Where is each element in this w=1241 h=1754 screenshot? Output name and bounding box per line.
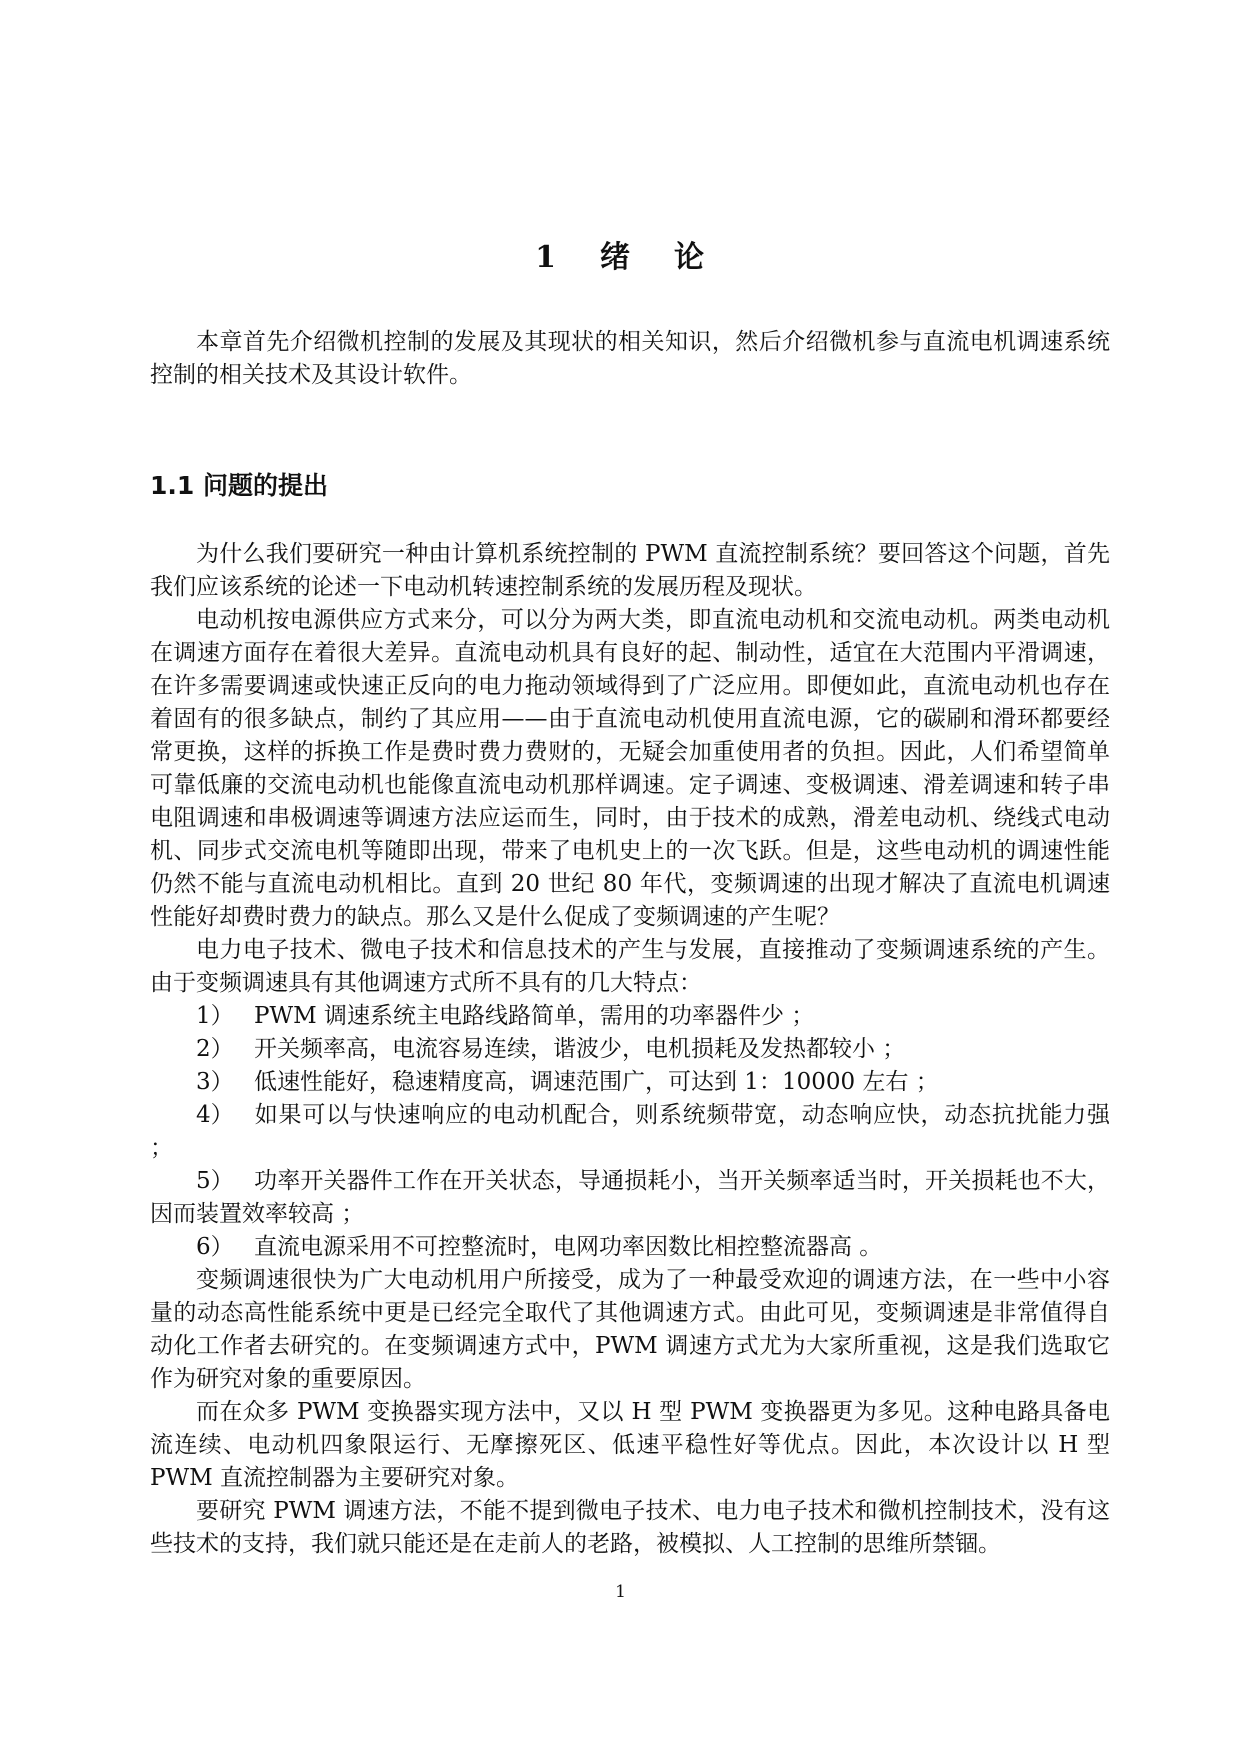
list-marker: 4） <box>196 1102 234 1128</box>
list-text: 低速性能好，稳速精度高，调速范围广，可达到 1：10000 左右 ； <box>254 1069 939 1095</box>
chapter-title <box>0 232 1241 276</box>
body-paragraph-1: 为什么我们要研究一种由计算机系统控制的 PWM 直流控制系统？要回答这个问题，首先我们应该系统的论述一下电动机转速控制系统的发展历程及现状。 <box>150 541 1110 600</box>
list-item-2 <box>150 1033 1110 1066</box>
section-heading: 1.1 问题的提出 <box>150 471 328 500</box>
list-text: 开关频率高，电流容易连续，谐波少，电机损耗及发热都较小 ； <box>254 1036 906 1062</box>
page-number: 1 <box>615 1582 626 1602</box>
list-item-3 <box>150 1066 1110 1099</box>
list-text: PWM 调速系统主电路线路简单，需用的功率器件少 ； <box>254 1003 815 1029</box>
body-paragraph-6: 要研究 PWM 调速方法，不能不提到微电子技术、电力电子技术和微机控制技术，没有这些技术的支持，我们就只能还是在走前人的老路，被模拟、人工控制的思维所禁锢。 <box>150 1498 1110 1557</box>
chapter-number: 1 <box>535 240 558 275</box>
body-paragraph-2: 电动机按电源供应方式来分，可以分为两大类，即直流电动机和交流电动机。两类电动机在调速方面存在着很大差异。直流电动机具有良好的起、制动性，适宜在大范围内平滑调速，在许多需要调速或快速正反向的电力拖动领域得到了广泛应用。即便如此，直流电动机也存在着固有的很多缺点，制约了其应用——由于直流电动机使用直流电源，它的碳刷和滑环都要经常更换，这样的拆换工作是费时费力费财的，无疑会加重使用者的负担。因此，人们希望简单可靠低廉的交流电动机也能像直流电动机那样调速。定子调速、变极调速、滑差调速和转子串电阻调速和串极调速等调速方法应运而生，同时，由于技术的成熟，滑差电动机、绕线式电动机、同步式交流电机等随即出现，带来了电机史上的一次飞跃。但是，这些电动机的调速性能仍然不能与直流电动机相比。直到 20 世纪 80 年代，变频调速的出现才解决了直流电机调速性能好却费时费力的缺点。那么又是什么促成了变频调速的产生呢？ <box>150 607 1110 930</box>
chapter-title-char-1: 绪 <box>599 240 632 275</box>
list-item-1 <box>150 1000 1110 1033</box>
section-body <box>150 538 1110 1561</box>
list-item-5 <box>150 1165 1110 1231</box>
list-marker: 6） <box>196 1234 234 1260</box>
list-marker: 3） <box>196 1069 234 1095</box>
intro-paragraph: 本章首先介绍微机控制的发展及其现状的相关知识，然后介绍微机参与直流电机调速系统控制的相关技术及其设计软件。 <box>150 329 1110 388</box>
body-paragraph-5: 而在众多 PWM 变换器实现方法中，又以 H 型 PWM 变换器更为多见。这种电路具备电流连续、电动机四象限运行、无摩擦死区、低速平稳性好等优点。因此，本次设计以 H 型 PWM 直流控制器为主要研究对象。 <box>150 1399 1110 1491</box>
list-marker: 1） <box>196 1003 234 1029</box>
list-text: 如果可以与快速响应的电动机配合，则系统频带宽，动态响应快，动态抗扰能力强 ； <box>150 1102 1110 1161</box>
chapter-intro <box>150 326 1110 392</box>
chapter-title-char-2: 论 <box>673 240 706 275</box>
list-text: 直流电源采用不可控整流时，电网功率因数比相控整流器高 。 <box>254 1234 883 1260</box>
list-marker: 5） <box>196 1168 234 1194</box>
list-text: 功率开关器件工作在开关状态，导通损耗小，当开关频率适当时，开关损耗也不大，因而装置效率较高 ； <box>150 1168 1110 1227</box>
list-item-6 <box>150 1231 1110 1264</box>
body-paragraph-3: 电力电子技术、微电子技术和信息技术的产生与发展，直接推动了变频调速系统的产生。由于变频调速具有其他调速方式所不具有的几大特点： <box>150 937 1110 996</box>
body-paragraph-4: 变频调速很快为广大电动机用户所接受，成为了一种最受欢迎的调速方法，在一些中小容量的动态高性能系统中更是已经完全取代了其他调速方式。由此可见，变频调速是非常值得自动化工作者去研究的。在变频调速方式中，PWM 调速方式尤为大家所重视，这是我们选取它作为研究对象的重要原因。 <box>150 1267 1110 1392</box>
list-marker: 2） <box>196 1036 234 1062</box>
list-item-4 <box>150 1099 1110 1165</box>
